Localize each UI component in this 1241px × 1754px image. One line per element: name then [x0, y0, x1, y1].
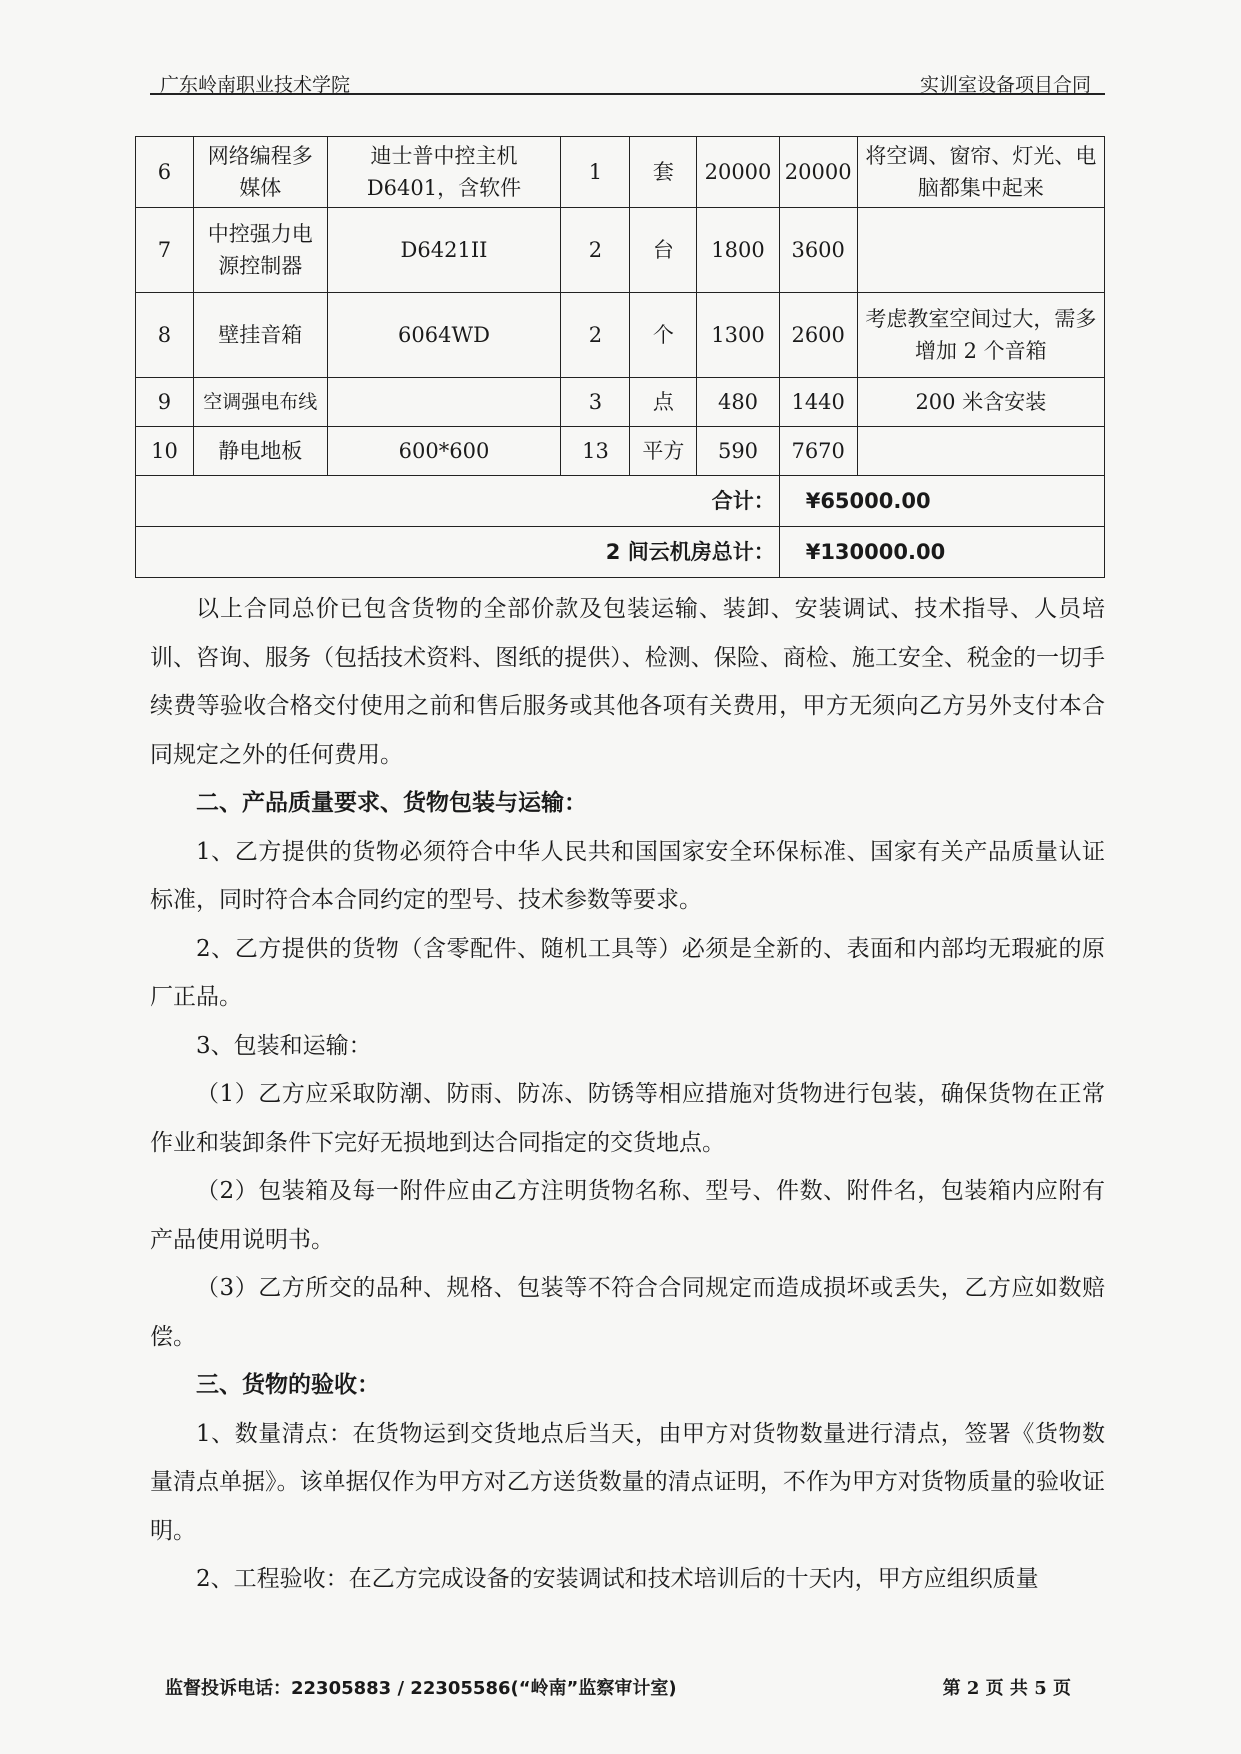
- cell-model: [327, 378, 561, 427]
- table-row: [136, 137, 1105, 208]
- cell-model: D6421II: [327, 208, 561, 293]
- grand-total-label: 2 间云机房总计：: [136, 527, 780, 578]
- cell-name: 静电地板: [193, 427, 327, 476]
- cell-unit: 平方: [630, 427, 697, 476]
- acceptance-clause-1: 1、数量清点：在货物运到交货地点后当天，由甲方对货物数量进行清点，签署《货物数量清点单据》。该单据仅作为甲方对乙方送货数量的清点证明，不作为甲方对货物质量的验收证明。: [150, 1420, 1105, 1544]
- cell-price: 20000: [697, 137, 779, 208]
- equipment-table: [135, 136, 1105, 578]
- cell-amount: 20000: [779, 137, 857, 208]
- cell-qty: 3: [561, 378, 630, 427]
- cell-amount: 2600: [779, 293, 857, 378]
- cell-unit: 点: [630, 378, 697, 427]
- quality-clause-3: 3、包装和运输：: [196, 1032, 372, 1059]
- quality-clause-2: 2、乙方提供的货物（含零配件、随机工具等）必须是全新的、表面和内部均无瑕疵的原厂正品。: [150, 935, 1105, 1010]
- subtotal-row: [136, 476, 1105, 527]
- table-row: [136, 293, 1105, 378]
- grand-total-row: [136, 527, 1105, 578]
- cell-amount: 7670: [779, 427, 857, 476]
- cell-model: 6064WD: [327, 293, 561, 378]
- cell-no: 10: [136, 427, 194, 476]
- cell-model: 迪士普中控主机 D6401，含软件: [327, 137, 561, 208]
- cell-remark: [857, 208, 1104, 293]
- packaging-clause-3: （3）乙方所交的品种、规格、包装等不符合合同规定而造成损坏或丢失，乙方应如数赔偿。: [150, 1275, 1105, 1350]
- cell-name: 壁挂音箱: [193, 293, 327, 378]
- cell-no: 7: [136, 208, 194, 293]
- cell-qty: 2: [561, 293, 630, 378]
- cell-price: 480: [697, 378, 779, 427]
- header-school-name: 广东岭南职业技术学院: [160, 74, 351, 96]
- contract-body: [150, 585, 1105, 1604]
- cell-no: 8: [136, 293, 194, 378]
- section-heading-acceptance: 三、货物的验收：: [196, 1372, 380, 1398]
- cell-name: 网络编程多媒体: [193, 137, 327, 208]
- section-heading-quality: 二、产品质量要求、货物包装与运输：: [196, 790, 587, 816]
- cell-amount: 1440: [779, 378, 857, 427]
- footer-page-number: 第 2 页 共 5 页: [942, 1678, 1071, 1699]
- cell-no: 9: [136, 378, 194, 427]
- cell-qty: 13: [561, 427, 630, 476]
- packaging-clause-2: （2）包装箱及每一附件应由乙方注明货物名称、型号、件数、附件名，包装箱内应附有产品使用说明书。: [150, 1178, 1105, 1253]
- table-row: [136, 378, 1105, 427]
- cell-qty: 1: [561, 137, 630, 208]
- cell-price: 1800: [697, 208, 779, 293]
- cell-amount: 3600: [779, 208, 857, 293]
- cell-unit: 台: [630, 208, 697, 293]
- packaging-clause-1: （1）乙方应采取防潮、防雨、防冻、防锈等相应措施对货物进行包装，确保货物在正常作业和装卸条件下完好无损地到达合同指定的交货地点。: [150, 1081, 1105, 1156]
- header-document-title: 实训室设备项目合同: [919, 74, 1091, 96]
- acceptance-clause-2: 2、工程验收：在乙方完成设备的安装调试和技术培训后的十天内，甲方应组织质量: [196, 1566, 1039, 1592]
- subtotal-label: 合计：: [136, 476, 780, 527]
- price-inclusion-paragraph: 以上合同总价已包含货物的全部价款及包装运输、装卸、安装调试、技术指导、人员培训、咨询、服务（包括技术资料、图纸的提供）、检测、保险、商检、施工安全、税金的一切手续费等验收合格交付使用之前和售后服务或其他各项有关费用，甲方无须向乙方另外支付本合同规定之外的任何费用。: [150, 596, 1105, 768]
- grand-total-value: ¥130000.00: [779, 527, 1104, 578]
- table-row: [136, 427, 1105, 476]
- cell-price: 590: [697, 427, 779, 476]
- cell-remark: 将空调、窗帘、灯光、电脑都集中起来: [857, 137, 1104, 208]
- cell-price: 1300: [697, 293, 779, 378]
- cell-unit: 套: [630, 137, 697, 208]
- cell-unit: 个: [630, 293, 697, 378]
- cell-name: 中控强力电源控制器: [193, 208, 327, 293]
- cell-remark: 200 米含安装: [857, 378, 1104, 427]
- cell-name: 空调强电布线: [193, 378, 327, 427]
- cell-remark: [857, 427, 1104, 476]
- quality-clause-1: 1、乙方提供的货物必须符合中华人民共和国国家安全环保标准、国家有关产品质量认证标准，同时符合本合同约定的型号、技术参数等要求。: [150, 838, 1105, 913]
- cell-qty: 2: [561, 208, 630, 293]
- cell-model: 600*600: [327, 427, 561, 476]
- subtotal-value: ¥65000.00: [779, 476, 1104, 527]
- header-divider: [150, 93, 1105, 95]
- table-row: [136, 208, 1105, 293]
- footer-complaint-hotline: 监督投诉电话：22305883 / 22305586(“岭南”监察审计室): [165, 1678, 677, 1699]
- cell-remark: 考虑教室空间过大，需多增加 2 个音箱: [857, 293, 1104, 378]
- cell-no: 6: [136, 137, 194, 208]
